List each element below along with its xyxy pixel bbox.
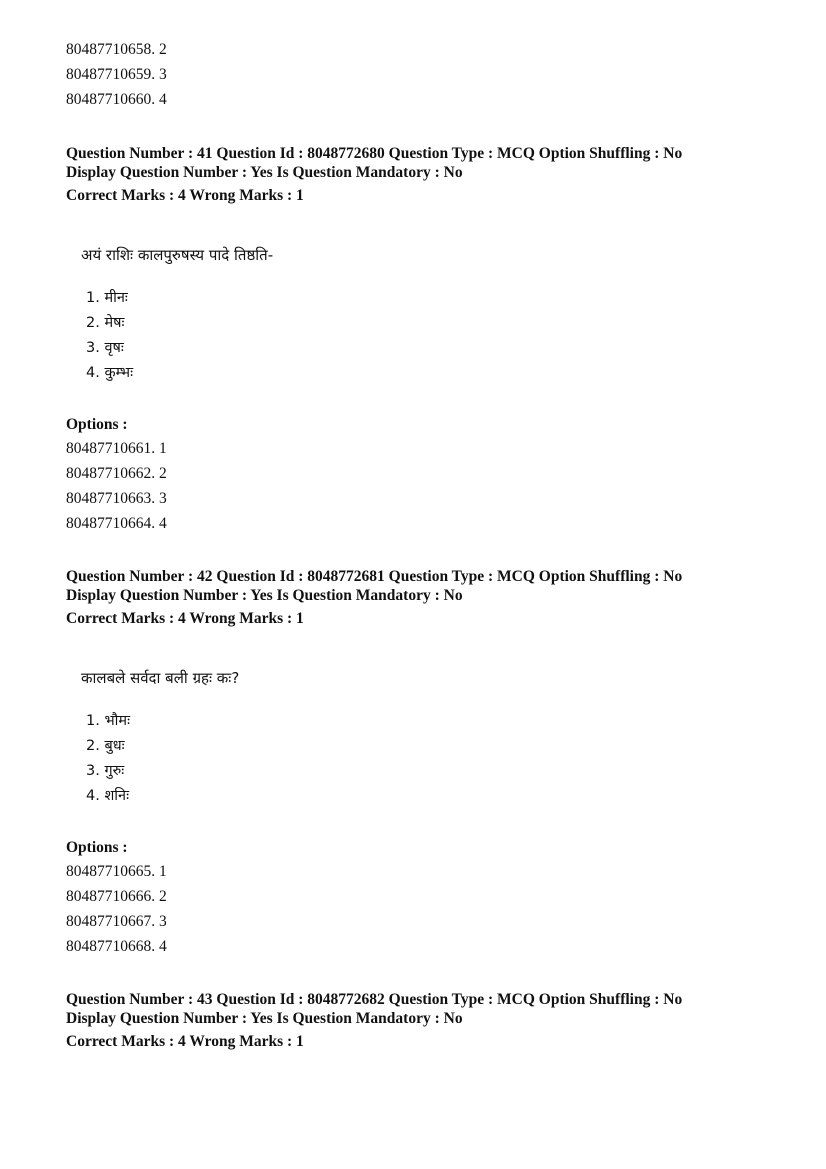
question-header: Question Number : 43 Question Id : 8048772682 Question Type : MCQ Option Shuffling : No <box>66 991 683 1008</box>
choice-item: 1. भौमः <box>86 713 130 729</box>
question-header: Question Number : 42 Question Id : 8048772681 Question Type : MCQ Option Shuffling : No <box>66 568 683 585</box>
option-line: 80487710667. 3 <box>66 913 167 930</box>
question-header-meta: Display Question Number : Yes Is Question Mandatory : No <box>66 1010 463 1027</box>
choice-item: 3. गुरुः <box>86 763 125 779</box>
choice-item: 1. मीनः <box>86 290 128 306</box>
option-line: 80487710658. 2 <box>66 41 167 58</box>
choice-item: 2. बुधः <box>86 738 125 754</box>
option-line: 80487710661. 1 <box>66 440 167 457</box>
question-marks: Correct Marks : 4 Wrong Marks : 1 <box>66 187 304 204</box>
choice-item: 4. कुम्भः <box>86 365 134 381</box>
question-header-meta: Display Question Number : Yes Is Question Mandatory : No <box>66 164 463 181</box>
option-line: 80487710660. 4 <box>66 91 167 108</box>
choice-item: 3. वृषः <box>86 340 124 356</box>
question-marks: Correct Marks : 4 Wrong Marks : 1 <box>66 610 304 627</box>
option-line: 80487710664. 4 <box>66 515 167 532</box>
question-marks: Correct Marks : 4 Wrong Marks : 1 <box>66 1033 304 1050</box>
option-line: 80487710666. 2 <box>66 888 167 905</box>
option-line: 80487710665. 1 <box>66 863 167 880</box>
option-line: 80487710668. 4 <box>66 938 167 955</box>
choice-item: 2. मेषः <box>86 315 125 331</box>
option-line: 80487710659. 3 <box>66 66 167 83</box>
question-text: कालबले सर्वदा बली ग्रहः कः? <box>81 669 240 687</box>
options-label: Options : <box>66 416 128 433</box>
options-label: Options : <box>66 839 128 856</box>
question-header-meta: Display Question Number : Yes Is Question Mandatory : No <box>66 587 463 604</box>
option-line: 80487710663. 3 <box>66 490 167 507</box>
question-header: Question Number : 41 Question Id : 8048772680 Question Type : MCQ Option Shuffling : No <box>66 145 683 162</box>
option-line: 80487710662. 2 <box>66 465 167 482</box>
question-text: अयं राशिः कालपुरुषस्य पादे तिष्ठति- <box>81 246 274 264</box>
choice-item: 4. शनिः <box>86 788 130 804</box>
